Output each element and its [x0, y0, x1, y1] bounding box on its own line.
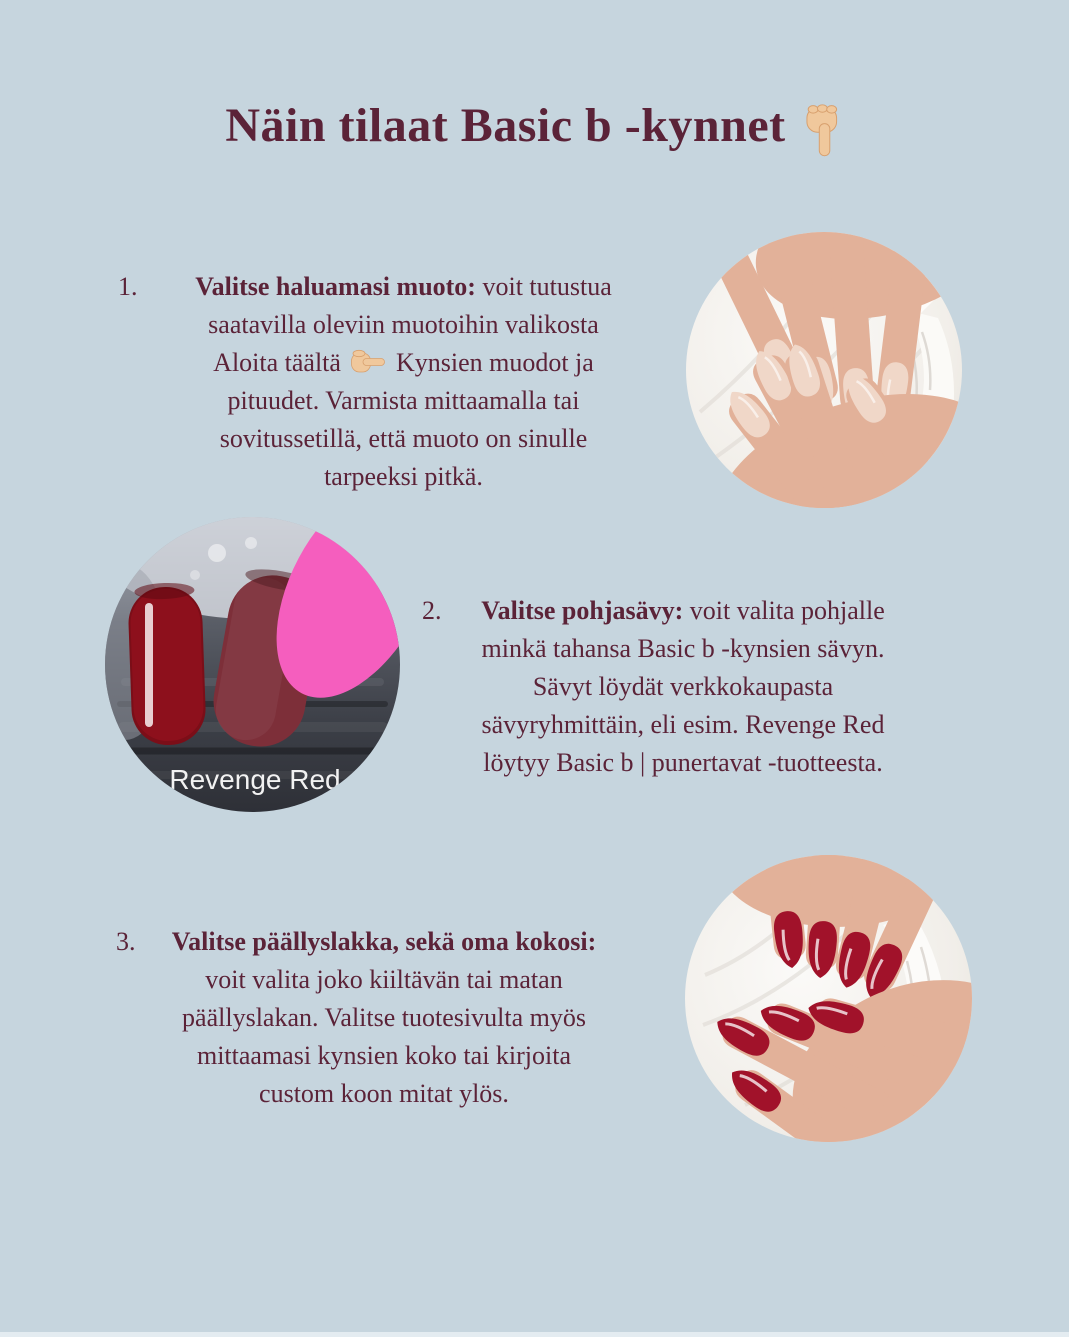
step-3 — [116, 923, 634, 1113]
step-text-line: voit valita joko kiiltävän tai matan — [205, 965, 563, 994]
step-1 — [118, 268, 655, 496]
photo-topcoat-nails — [685, 855, 972, 1142]
step-text-line: custom koon mitat ylös. — [259, 1079, 509, 1108]
step-text-line: saatavilla oleviin muotoihin valikosta — [208, 310, 599, 339]
step-text-line: Aloita täältä Kynsien muodot ja — [213, 348, 594, 377]
step-text-line: pituudet. Varmista mittaamalla tai — [227, 386, 580, 415]
step-text-line: Valitse pohjasävy: voit valita pohjalle — [481, 596, 885, 625]
photo-shade-swatches — [105, 517, 400, 812]
step-text-line: sovitussetillä, että muoto on sinulle — [219, 424, 588, 453]
step-1-number: 1. — [118, 272, 138, 301]
step-text-line: Valitse haluamasi muoto: voit tutustua — [195, 272, 612, 301]
step-text-line: Valitse päällyslakka, sekä oma kokosi: — [171, 927, 597, 956]
step-text-line: päällyslakan. Valitse tuotesivulta myös — [182, 1003, 586, 1032]
step-2 — [422, 592, 914, 782]
step-2-text — [452, 592, 914, 782]
photo-nail-shapes — [686, 232, 962, 508]
pointing-right-icon — [350, 349, 386, 375]
step-text-line: tarpeeksi pitkä. — [324, 462, 483, 491]
step-text-line: minkä tahansa Basic b -kynsien sävyn. — [481, 634, 885, 663]
step-3-text — [134, 923, 634, 1113]
step-1-text — [152, 268, 655, 496]
step-2-number: 2. — [422, 596, 442, 625]
step-text-line: Sävyt löydät verkkokaupasta — [532, 672, 834, 701]
step-3-number: 3. — [116, 927, 136, 956]
swatch-shade-label: Revenge Red — [169, 764, 341, 795]
step-text-line: sävyryhmittäin, eli esim. Revenge Red — [481, 710, 885, 739]
step-text-line: mittaamasi kynsien koko tai kirjoita — [196, 1041, 572, 1070]
page-title-text: Näin tilaat Basic b -kynnet — [225, 99, 786, 152]
bottom-edge-highlight — [0, 1332, 1069, 1337]
step-text-line: löytyy Basic b | punertavat -tuotteesta. — [483, 748, 883, 777]
pointing-down-icon — [802, 103, 844, 159]
page-title — [0, 90, 1069, 162]
